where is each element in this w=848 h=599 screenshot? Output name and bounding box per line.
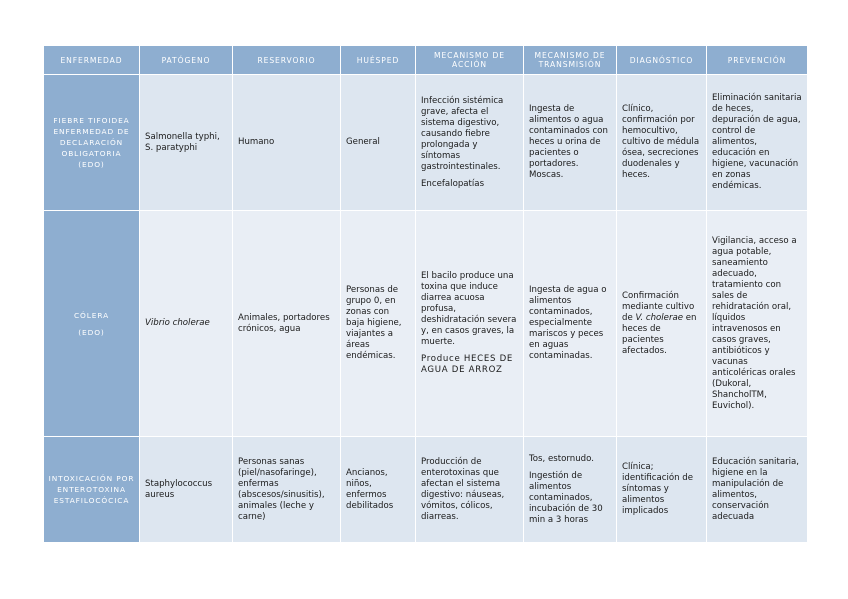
host-cell: Ancianos, niños, enfermos debilitados: [341, 437, 415, 542]
transmission-main: Ingesta de agua o alimentos contaminados, especialmente mariscos y peces en aguas contaminadas.: [529, 285, 607, 361]
transmission-extra: Moscas.: [529, 170, 564, 180]
diagnosis-prefix: Confirmación mediante cultivo de: [622, 290, 695, 323]
diagnosis-suffix: en heces de pacientes afectados.: [622, 312, 697, 356]
pathogen-cell: Staphylococcus aureus: [140, 437, 232, 542]
reservoir-cell: Humano: [233, 75, 340, 210]
prevention-cell: Vigilancia, acceso a agua potable, saneamiento adecuado, tratamiento con sales de rehidratación oral, líquidos intravenosos en casos graves, antibióticos y vacunas anticoléricas orales (Dukoral, ShancholTM, Euvichol).: [707, 211, 807, 436]
disease-cell: [44, 75, 139, 210]
disease-cell: [44, 211, 139, 436]
mechanism-main: Infección sistémica grave, afecta el sistema digestivo, causando fiebre prolongada y síntomas gastrointestinales.: [421, 95, 504, 172]
header-mecanismo-accion: MECANISMO DE ACCIÓN: [416, 46, 523, 74]
header-huesped: HUÉSPED: [341, 46, 415, 74]
disease-name: CÓLERA: [73, 310, 110, 320]
host-cell: Personas de grupo 0, en zonas con baja higiene, viajantes a áreas endémicas.: [341, 211, 415, 436]
pathogen-name: Vibrio cholerae: [145, 318, 210, 328]
mechanism-cell: [416, 75, 523, 210]
disease-name: FIEBRE TIFOIDEA: [53, 116, 130, 125]
transmission-main: Tos, estornudo.: [529, 453, 594, 464]
diagnosis-cell: [617, 211, 706, 436]
disease-cell: [44, 437, 139, 542]
disease-table: [43, 45, 808, 543]
disease-note: ENFERMEDAD DE DECLARACIÓN OBLIGATORIA: [53, 127, 130, 158]
disease-code: (EDO): [78, 160, 105, 169]
transmission-cell: [524, 75, 616, 210]
mechanism-cell: [416, 437, 523, 542]
header-enfermedad: ENFERMEDAD: [44, 46, 139, 74]
prevention-cell: Educación sanitaria, higiene en la manipulación de alimentos, conservación adecuada: [707, 437, 807, 542]
disease-table-page: [43, 45, 804, 543]
header-patogeno: PATÓGENO: [140, 46, 232, 74]
diagnosis-cell: Clínico, confirmación por hemocultivo, cultivo de médula ósea, secreciones duodenales y heces.: [617, 75, 706, 210]
diagnosis-cell: Clínica; identificación de síntomas y alimentos implicados: [617, 437, 706, 542]
disease-code: (EDO): [78, 327, 105, 337]
header-mecanismo-transmision: MECANISMO DE TRANSMISIÓN: [524, 46, 616, 74]
transmission-cell: [524, 211, 616, 436]
pathogen-cell: Salmonella typhi, S. paratyphi: [140, 75, 232, 210]
pathogen-cell: [140, 211, 232, 436]
reservoir-cell: Personas sanas (piel/nasofaringe), enfermas (abscesos/sinusitis), animales (leche y carne): [233, 437, 340, 542]
mechanism-cell: [416, 211, 523, 436]
prevention-cell: Eliminación sanitaria de heces, depuración de agua, control de alimentos, educación en higiene, vacunación en zonas endémicas.: [707, 75, 807, 210]
header-diagnostico: DIAGNÓSTICO: [617, 46, 706, 74]
host-cell: General: [341, 75, 415, 210]
header-reservorio: RESERVORIO: [233, 46, 340, 74]
mechanism-main: Producción de enterotoxinas que afectan el sistema digestivo: náuseas, vómitos, cólicos, diarreas.: [421, 456, 505, 522]
header-row: [44, 46, 807, 74]
table-row: [44, 437, 807, 542]
mechanism-extra: Encefalopatías: [421, 178, 485, 189]
mechanism-extra: Produce HECES DE AGUA DE ARROZ: [421, 354, 514, 375]
mechanism-main: El bacilo produce una toxina que induce diarrea acuosa profusa, deshidratación severa y, en casos graves, la muerte.: [421, 271, 517, 347]
transmission-cell: [524, 437, 616, 542]
table-row: [44, 75, 807, 210]
transmission-main: Ingesta de alimentos o agua contaminados con heces u orina de pacientes o portadores.: [529, 104, 608, 169]
transmission-extra: Ingestión de alimentos contaminados, incubación de 30 min a 3 horas: [529, 470, 603, 525]
diagnosis-pathogen: V. cholerae: [635, 312, 684, 323]
table-row: [44, 211, 807, 436]
disease-name: INTOXICACIÓN POR ENTEROTOXINA ESTAFILOCÓCICA: [48, 474, 135, 505]
reservoir-cell: Animales, portadores crónicos, agua: [233, 211, 340, 436]
header-prevencion: PREVENCIÓN: [707, 46, 807, 74]
